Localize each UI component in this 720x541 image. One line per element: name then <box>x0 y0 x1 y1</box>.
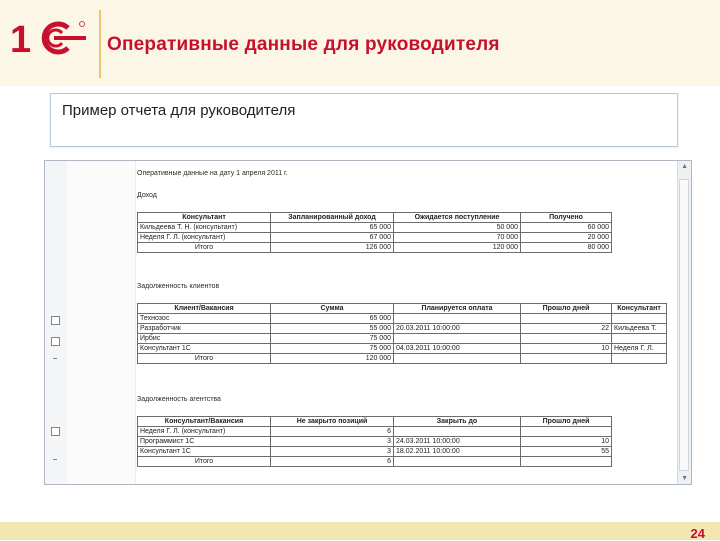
col-days-passed: Прошло дней <box>521 304 612 314</box>
group-dash-icon <box>53 459 57 460</box>
scroll-thumb[interactable] <box>679 179 689 471</box>
col-days-passed: Прошло дней <box>521 417 612 427</box>
col-planned-income: Запланированный доход <box>271 213 394 223</box>
agency-debt-table <box>137 416 612 467</box>
col-client-vacancy: Клиент/Вакансия <box>138 304 271 314</box>
table-row: Разработчик 55 000 20.03.2011 10:00:00 22 Кильдеева Т. <box>138 324 667 334</box>
table-row: Программист 1С 3 24.03.2011 10:00:00 10 <box>138 437 612 447</box>
table-row-total: Итого 126 000 120 000 80 000 <box>138 243 612 253</box>
col-consultant: Консультант <box>612 304 667 314</box>
table-row: Технозос 65 000 <box>138 314 667 324</box>
caption-text: Пример отчета для руководителя <box>62 102 296 119</box>
slide-footer <box>0 522 720 540</box>
header-divider <box>99 10 101 78</box>
col-open-positions: Не закрыто позиций <box>271 417 394 427</box>
table-row: Неделя Г. Л. (консультант) 67 000 70 000 20 000 <box>138 233 612 243</box>
income-table <box>137 212 612 253</box>
agency-debt-section-label: Задолженность агентства <box>137 396 221 403</box>
table-row: Ирбис 75 000 <box>138 334 667 344</box>
report-frame <box>44 160 692 485</box>
scroll-down-icon[interactable]: ▼ <box>681 475 688 482</box>
spreadsheet-column <box>67 161 136 484</box>
col-sum: Сумма <box>271 304 394 314</box>
grouping-gutter <box>45 161 68 484</box>
table-row: Консультант 1С 3 18.02.2011 10:00:00 55 <box>138 447 612 457</box>
page-number: 24 <box>690 526 705 541</box>
client-debt-section-label: Задолженность клиентов <box>137 283 220 290</box>
client-debt-table <box>137 303 667 364</box>
col-expected: Ожидается поступление <box>394 213 521 223</box>
page-title: Оперативные данные для руководителя <box>107 34 500 55</box>
table-row-total: Итого 6 <box>138 457 612 467</box>
slide-header <box>0 0 720 86</box>
col-close-by: Закрыть до <box>394 417 521 427</box>
col-received: Получено <box>521 213 612 223</box>
svg-text:1: 1 <box>10 19 32 58</box>
table-row-total: Итого 120 000 <box>138 354 667 364</box>
caption-box <box>50 93 678 147</box>
group-dash-icon <box>53 358 57 359</box>
group-toggle-icon[interactable] <box>51 337 60 346</box>
vertical-scrollbar[interactable] <box>677 161 691 484</box>
1c-logo-icon <box>10 18 90 58</box>
col-consultant: Консультант <box>138 213 271 223</box>
table-row: Кильдеева Т. Н. (консультант) 65 000 50 000 60 000 <box>138 223 612 233</box>
scroll-up-icon[interactable]: ▲ <box>681 163 688 170</box>
report-heading: Оперативные данные на дату 1 апреля 2011 г. <box>137 170 288 177</box>
col-consultant-vacancy: Консультант/Вакансия <box>138 417 271 427</box>
group-toggle-icon[interactable] <box>51 427 60 436</box>
col-planned-payment: Планируется оплата <box>394 304 521 314</box>
table-row: Неделя Г. Л. (консультант) 6 <box>138 427 612 437</box>
table-row: Консультант 1С 75 000 04.03.2011 10:00:00 10 Неделя Г. Л. <box>138 344 667 354</box>
group-toggle-icon[interactable] <box>51 316 60 325</box>
income-section-label: Доход <box>137 192 157 199</box>
